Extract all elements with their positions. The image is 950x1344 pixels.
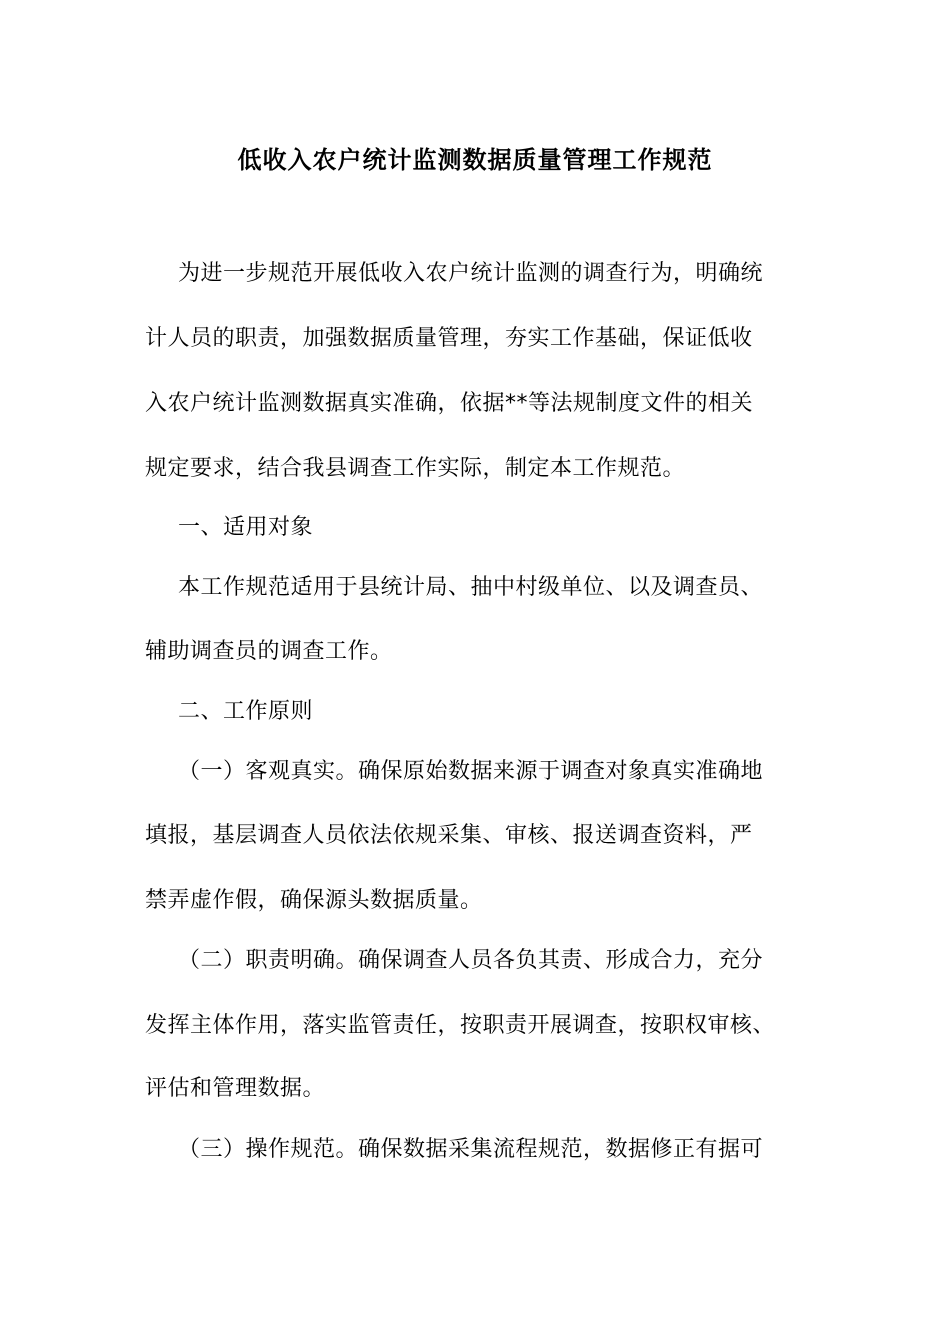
paragraph-line: 填报，基层调查人员依法依规采集、审核、报送调查资料，严 [145,823,753,848]
paragraph-line: 入农户统计监测数据真实准确，依据**等法规制度文件的相关 [145,391,754,416]
paragraph-line: 评估和管理数据。 [145,1076,326,1101]
paragraph-line: 发挥主体作用，落实监管责任，按职责开展调查，按职权审核、 [145,1013,776,1038]
paragraph-line: 辅助调查员的调查工作。 [145,639,393,664]
document-title: 低收入农户统计监测数据质量管理工作规范 [237,146,713,174]
paragraph-line: （二）职责明确。确保调查人员各负其责、形成合力，充分 [178,948,764,973]
paragraph-line: （三）操作规范。确保数据采集流程规范，数据修正有据可 [178,1137,764,1162]
paragraph-line: 本工作规范适用于县统计局、抽中村级单位、以及调查员、 [178,575,764,600]
paragraph-line: 规定要求，结合我县调查工作实际，制定本工作规范。 [145,456,686,481]
paragraph-line: 禁弄虚作假，确保源头数据质量。 [145,888,483,913]
paragraph-line: 为进一步规范开展低收入农户统计监测的调查行为，明确统 [178,261,764,286]
paragraph-line: 计人员的职责，加强数据质量管理，夯实工作基础，保证低收 [145,326,753,351]
paragraph-line: （一）客观真实。确保原始数据来源于调查对象真实准确地 [178,759,764,784]
section-heading: 二、工作原则 [178,699,314,724]
section-heading: 一、适用对象 [178,515,314,540]
